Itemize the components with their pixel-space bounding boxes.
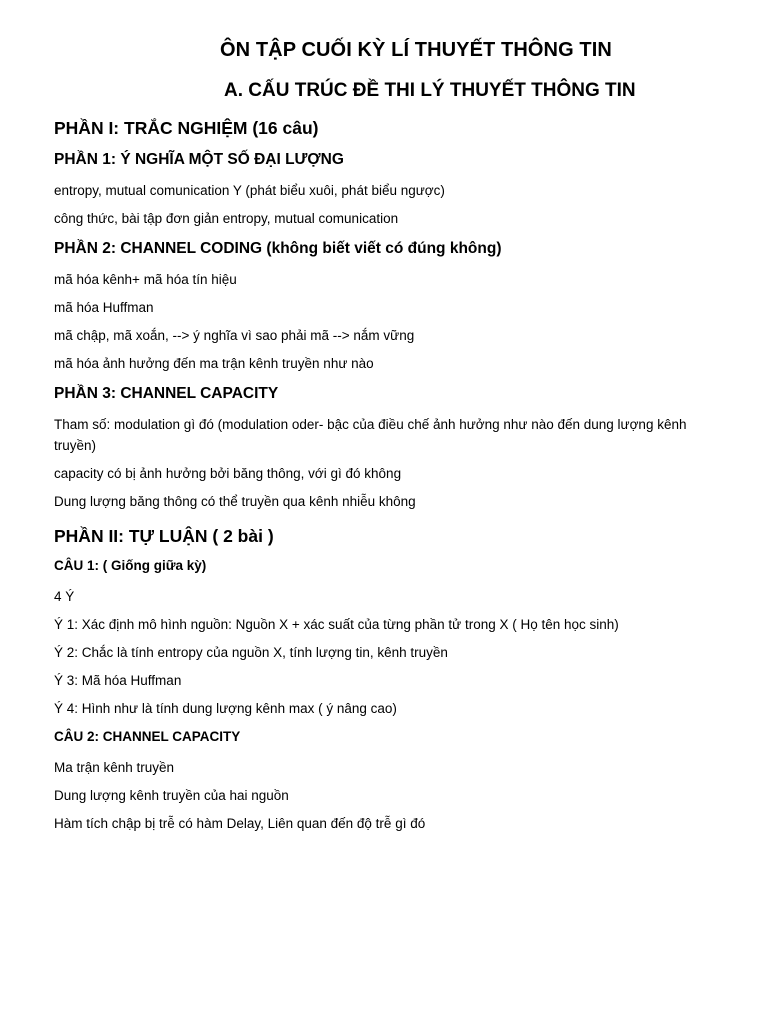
question-1-heading: CÂU 1: ( Giống giữa kỳ) <box>54 558 207 573</box>
question-2-line: Dung lượng kênh truyền của hai nguồn <box>54 788 289 803</box>
part-1-heading: PHẦN I: TRẮC NGHIỆM (16 câu) <box>54 118 319 138</box>
section-3-line: Tham số: modulation gì đó (modulation oder- bậc của điều chế ảnh hưởng như nào đến dung lượng kênh truyền) <box>54 417 687 453</box>
section-1-line: công thức, bài tập đơn giản entropy, mutual comunication <box>54 211 399 226</box>
section-1-line: entropy, mutual comunication Y (phát biểu xuôi, phát biểu ngược) <box>54 183 445 198</box>
section-2-line: mã chập, mã xoắn, --> ý nghĩa vì sao phải mã --> nắm vững <box>54 328 415 343</box>
question-1-line: Ý 1: Xác định mô hình nguồn: Nguồn X + xác suất của từng phần tử trong X ( Họ tên học sinh) <box>54 617 619 632</box>
question-1-line: Ý 2: Chắc là tính entropy của nguồn X, tính lượng tin, kênh truyền <box>54 645 448 660</box>
section-3-heading: PHẦN 3: CHANNEL CAPACITY <box>54 385 279 402</box>
section-2-heading: PHẦN 2: CHANNEL CODING (không biết viết có đúng không) <box>54 240 502 257</box>
question-1-line: Ý 4: Hình như là tính dung lượng kênh max ( ý nâng cao) <box>54 701 397 716</box>
section-1-heading: PHẦN 1: Ý NGHĨA MỘT SỐ ĐẠI LƯỢNG <box>54 151 344 168</box>
question-2-heading: CÂU 2: CHANNEL CAPACITY <box>54 729 241 744</box>
section-2-line: mã hóa ảnh hưởng đến ma trận kênh truyền như nào <box>54 356 374 371</box>
part-2-heading: PHẦN II: TỰ LUẬN ( 2 bài ) <box>54 526 274 546</box>
question-2-line: Hàm tích chập bị trễ có hàm Delay, Liên quan đến độ trễ gì đó <box>54 816 426 831</box>
section-3-line: Dung lượng băng thông có thể truyền qua kênh nhiễu không <box>54 494 416 509</box>
section-3-line: capacity có bị ảnh hưởng bởi băng thông, với gì đó không <box>54 466 402 481</box>
section-2-line: mã hóa kênh+ mã hóa tín hiệu <box>54 272 237 287</box>
question-2-line: Ma trận kênh truyền <box>54 760 175 775</box>
document-subtitle: A. CẤU TRÚC ĐỀ THI LÝ THUYẾT THÔNG TIN <box>224 80 636 101</box>
section-2-line: mã hóa Huffman <box>54 300 154 315</box>
question-1-line: 4 Ý <box>54 589 75 604</box>
question-1-line: Ý 3: Mã hóa Huffman <box>54 673 182 688</box>
document-title: ÔN TẬP CUỐI KỲ LÍ THUYẾT THÔNG TIN <box>220 39 612 61</box>
